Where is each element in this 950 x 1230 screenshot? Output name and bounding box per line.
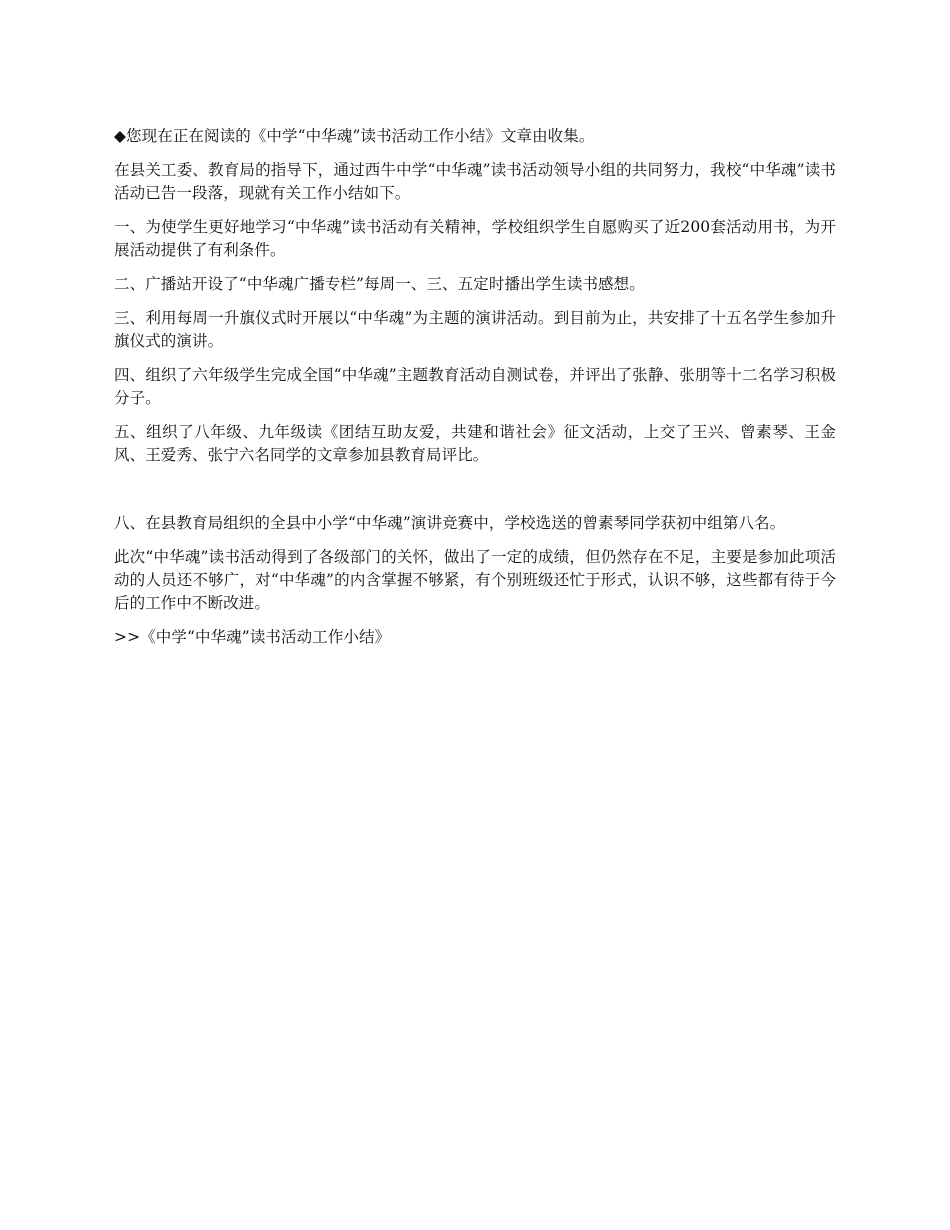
item-two-paragraph: 二、广播站开设了“中华魂广播专栏”每周一、三、五定时播出学生读书感想。 [114,275,645,293]
item-eight-paragraph: 八、在县教育局组织的全县中小学“中华魂”演讲竞赛中，学校选送的曾素琴同学获初中组第八名。 [114,514,786,532]
item-one-paragraph: 一、为使学生更好地学习“中华魂”读书活动有关精神，学校组织学生自愿购买了近200套活动用书，为开展活动提供了有利条件。 [114,218,836,259]
article-body [114,125,836,649]
section-gap [114,478,836,512]
item-five-paragraph: 五、组织了八年级、九年级读《团结互助友爱，共建和谐社会》征文活动，上交了王兴、曾素琴、王金风、王爱秀、张宁六名同学的文章参加县教育局评比。 [114,423,836,464]
summary-paragraph: 此次“中华魂”读书活动得到了各级部门的关怀，做出了一定的成绩，但仍然存在不足，主要是参加此项活动的人员还不够广，对“中华魂”的内含掌握不够紧，有个别班级还忙于形式，认识不够，这些都有待于今后的工作中不断改进。 [114,548,836,612]
item-four-paragraph: 四、组织了六年级学生完成全国“中华魂”主题教育活动自测试卷，并评出了张静、张朋等十二名学习积极分子。 [114,366,836,407]
intro-paragraph: 在县关工委、教育局的指导下，通过西牛中学“中华魂”读书活动领导小组的共同努力，我校“中华魂”读书活动已告一段落，现就有关工作小结如下。 [114,161,836,202]
article-link[interactable]: >>《中学“中华魂”读书活动工作小结》 [114,628,391,646]
reading-notice: ◆您现在正在阅读的《中学“中华魂”读书活动工作小结》文章由收集。 [114,127,595,145]
item-three-paragraph: 三、利用每周一升旗仪式时开展以“中华魂”为主题的演讲活动。到目前为止，共安排了十五名学生参加升旗仪式的演讲。 [114,309,836,350]
